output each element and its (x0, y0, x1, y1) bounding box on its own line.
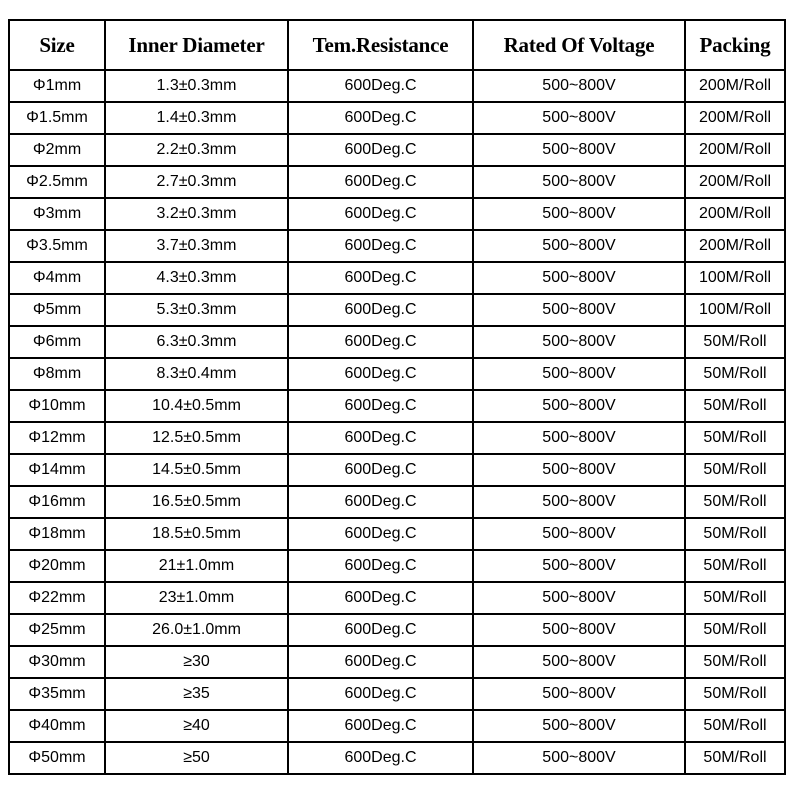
cell-tem-resistance: 600Deg.C (288, 710, 473, 742)
cell-rated-voltage: 500~800V (473, 646, 685, 678)
cell-inner-diameter: 5.3±0.3mm (105, 294, 288, 326)
cell-inner-diameter: 1.3±0.3mm (105, 70, 288, 102)
cell-rated-voltage: 500~800V (473, 326, 685, 358)
cell-size: Φ20mm (9, 550, 105, 582)
cell-inner-diameter: 3.7±0.3mm (105, 230, 288, 262)
cell-rated-voltage: 500~800V (473, 358, 685, 390)
cell-tem-resistance: 600Deg.C (288, 230, 473, 262)
header-packing: Packing (685, 20, 785, 70)
cell-size: Φ22mm (9, 582, 105, 614)
table-row (9, 390, 785, 422)
cell-inner-diameter: 21±1.0mm (105, 550, 288, 582)
cell-tem-resistance: 600Deg.C (288, 198, 473, 230)
cell-inner-diameter: 14.5±0.5mm (105, 454, 288, 486)
cell-tem-resistance: 600Deg.C (288, 646, 473, 678)
cell-tem-resistance: 600Deg.C (288, 326, 473, 358)
cell-rated-voltage: 500~800V (473, 486, 685, 518)
cell-rated-voltage: 500~800V (473, 518, 685, 550)
cell-size: Φ2mm (9, 134, 105, 166)
cell-packing: 50M/Roll (685, 710, 785, 742)
table-row (9, 134, 785, 166)
cell-packing: 50M/Roll (685, 678, 785, 710)
cell-tem-resistance: 600Deg.C (288, 742, 473, 774)
cell-tem-resistance: 600Deg.C (288, 70, 473, 102)
table-row (9, 70, 785, 102)
table-row (9, 422, 785, 454)
cell-rated-voltage: 500~800V (473, 454, 685, 486)
cell-packing: 50M/Roll (685, 358, 785, 390)
cell-packing: 50M/Roll (685, 518, 785, 550)
table-body (9, 70, 785, 774)
table-row (9, 550, 785, 582)
cell-rated-voltage: 500~800V (473, 198, 685, 230)
cell-size: Φ35mm (9, 678, 105, 710)
cell-tem-resistance: 600Deg.C (288, 582, 473, 614)
cell-rated-voltage: 500~800V (473, 550, 685, 582)
cell-tem-resistance: 600Deg.C (288, 614, 473, 646)
cell-packing: 50M/Roll (685, 486, 785, 518)
header-inner-diameter: Inner Diameter (105, 20, 288, 70)
cell-size: Φ1.5mm (9, 102, 105, 134)
header-size: Size (9, 20, 105, 70)
cell-tem-resistance: 600Deg.C (288, 390, 473, 422)
cell-rated-voltage: 500~800V (473, 742, 685, 774)
table-row (9, 358, 785, 390)
cell-size: Φ10mm (9, 390, 105, 422)
cell-tem-resistance: 600Deg.C (288, 166, 473, 198)
cell-size: Φ1mm (9, 70, 105, 102)
table-row (9, 262, 785, 294)
cell-packing: 200M/Roll (685, 166, 785, 198)
cell-tem-resistance: 600Deg.C (288, 134, 473, 166)
table-row (9, 326, 785, 358)
cell-size: Φ3.5mm (9, 230, 105, 262)
table-row (9, 646, 785, 678)
cell-rated-voltage: 500~800V (473, 70, 685, 102)
cell-inner-diameter: 16.5±0.5mm (105, 486, 288, 518)
table-row (9, 518, 785, 550)
cell-rated-voltage: 500~800V (473, 614, 685, 646)
cell-size: Φ50mm (9, 742, 105, 774)
table-header (9, 20, 785, 70)
cell-tem-resistance: 600Deg.C (288, 422, 473, 454)
cell-inner-diameter: 26.0±1.0mm (105, 614, 288, 646)
cell-rated-voltage: 500~800V (473, 230, 685, 262)
table-row (9, 198, 785, 230)
cell-rated-voltage: 500~800V (473, 262, 685, 294)
cell-tem-resistance: 600Deg.C (288, 518, 473, 550)
cell-size: Φ30mm (9, 646, 105, 678)
cell-inner-diameter: ≥35 (105, 678, 288, 710)
cell-packing: 200M/Roll (685, 102, 785, 134)
cell-rated-voltage: 500~800V (473, 134, 685, 166)
cell-packing: 200M/Roll (685, 134, 785, 166)
cell-inner-diameter: 8.3±0.4mm (105, 358, 288, 390)
cell-inner-diameter: ≥30 (105, 646, 288, 678)
cell-size: Φ12mm (9, 422, 105, 454)
cell-size: Φ25mm (9, 614, 105, 646)
cell-rated-voltage: 500~800V (473, 422, 685, 454)
table-row (9, 454, 785, 486)
cell-inner-diameter: ≥50 (105, 742, 288, 774)
cell-size: Φ4mm (9, 262, 105, 294)
cell-inner-diameter: 6.3±0.3mm (105, 326, 288, 358)
cell-packing: 200M/Roll (685, 198, 785, 230)
cell-inner-diameter: 2.2±0.3mm (105, 134, 288, 166)
cell-tem-resistance: 600Deg.C (288, 678, 473, 710)
cell-packing: 200M/Roll (685, 230, 785, 262)
cell-rated-voltage: 500~800V (473, 294, 685, 326)
cell-rated-voltage: 500~800V (473, 166, 685, 198)
cell-packing: 50M/Roll (685, 614, 785, 646)
cell-size: Φ5mm (9, 294, 105, 326)
cell-inner-diameter: 2.7±0.3mm (105, 166, 288, 198)
cell-size: Φ6mm (9, 326, 105, 358)
header-row (9, 20, 785, 70)
table-row (9, 294, 785, 326)
cell-inner-diameter: 4.3±0.3mm (105, 262, 288, 294)
cell-tem-resistance: 600Deg.C (288, 102, 473, 134)
cell-packing: 200M/Roll (685, 70, 785, 102)
cell-inner-diameter: 18.5±0.5mm (105, 518, 288, 550)
cell-size: Φ16mm (9, 486, 105, 518)
cell-size: Φ18mm (9, 518, 105, 550)
cell-inner-diameter: 12.5±0.5mm (105, 422, 288, 454)
cell-size: Φ3mm (9, 198, 105, 230)
cell-packing: 50M/Roll (685, 742, 785, 774)
cell-rated-voltage: 500~800V (473, 710, 685, 742)
cell-inner-diameter: 10.4±0.5mm (105, 390, 288, 422)
cell-tem-resistance: 600Deg.C (288, 454, 473, 486)
cell-inner-diameter: 23±1.0mm (105, 582, 288, 614)
cell-tem-resistance: 600Deg.C (288, 294, 473, 326)
header-rated-voltage: Rated Of Voltage (473, 20, 685, 70)
cell-packing: 50M/Roll (685, 550, 785, 582)
cell-packing: 50M/Roll (685, 646, 785, 678)
cell-inner-diameter: ≥40 (105, 710, 288, 742)
cell-tem-resistance: 600Deg.C (288, 550, 473, 582)
table-row (9, 678, 785, 710)
table-row (9, 582, 785, 614)
cell-rated-voltage: 500~800V (473, 102, 685, 134)
cell-packing: 100M/Roll (685, 294, 785, 326)
cell-packing: 50M/Roll (685, 422, 785, 454)
cell-packing: 100M/Roll (685, 262, 785, 294)
cell-inner-diameter: 3.2±0.3mm (105, 198, 288, 230)
cell-rated-voltage: 500~800V (473, 678, 685, 710)
cell-rated-voltage: 500~800V (473, 582, 685, 614)
cell-tem-resistance: 600Deg.C (288, 262, 473, 294)
spec-table (8, 19, 786, 775)
cell-packing: 50M/Roll (685, 390, 785, 422)
cell-inner-diameter: 1.4±0.3mm (105, 102, 288, 134)
table-row (9, 486, 785, 518)
header-tem-resistance: Tem.Resistance (288, 20, 473, 70)
cell-rated-voltage: 500~800V (473, 390, 685, 422)
cell-packing: 50M/Roll (685, 326, 785, 358)
cell-size: Φ14mm (9, 454, 105, 486)
cell-packing: 50M/Roll (685, 454, 785, 486)
cell-tem-resistance: 600Deg.C (288, 358, 473, 390)
cell-tem-resistance: 600Deg.C (288, 486, 473, 518)
cell-size: Φ2.5mm (9, 166, 105, 198)
table-row (9, 742, 785, 774)
table-row (9, 230, 785, 262)
cell-size: Φ8mm (9, 358, 105, 390)
table-row (9, 102, 785, 134)
table-row (9, 166, 785, 198)
cell-size: Φ40mm (9, 710, 105, 742)
table-row (9, 614, 785, 646)
table-row (9, 710, 785, 742)
cell-packing: 50M/Roll (685, 582, 785, 614)
